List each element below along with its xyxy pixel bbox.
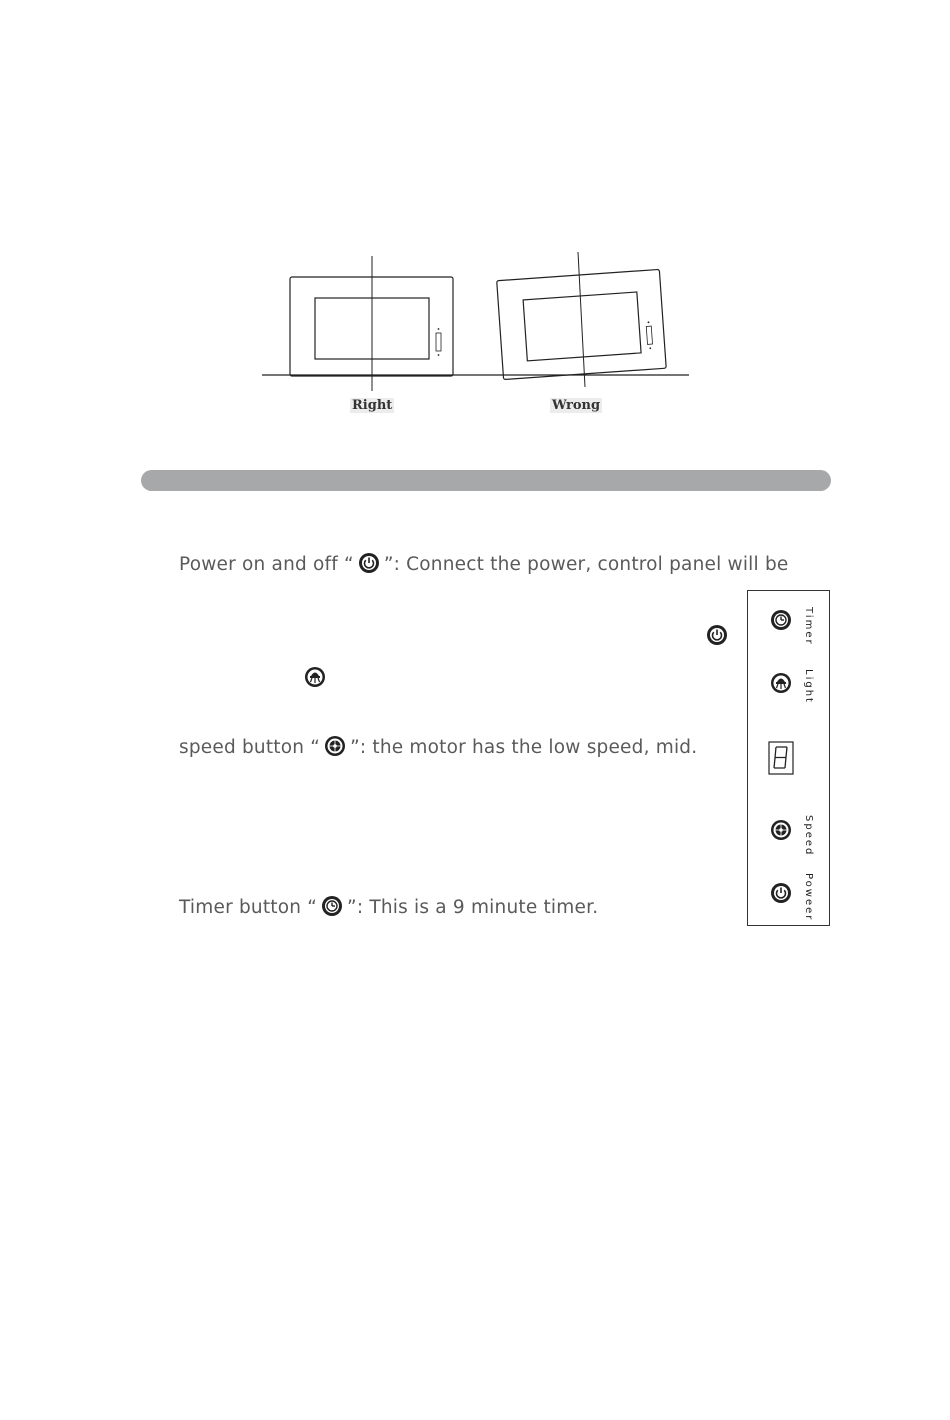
speed-icon <box>324 735 346 757</box>
wrong-label: Wrong <box>552 398 601 413</box>
speed-instruction <box>179 735 697 761</box>
control-panel <box>747 590 830 926</box>
right-label: Right <box>352 398 393 413</box>
section-header-bar <box>141 470 831 491</box>
right-hood-drawing <box>290 256 453 391</box>
power-icon[interactable] <box>770 882 792 904</box>
power-instruction-prefix: Power on and off “ <box>179 554 354 575</box>
timer-instruction-prefix: Timer button “ <box>179 897 318 918</box>
power-icon <box>706 624 728 646</box>
power-instruction-suffix: ”: Connect the power, control panel will be <box>383 554 789 575</box>
timer-instruction-suffix: ”: This is a 9 minute timer. <box>347 897 599 918</box>
speed-icon[interactable] <box>770 819 792 841</box>
timer-label: Timer <box>803 607 814 646</box>
power-instruction <box>179 552 788 578</box>
installation-diagram <box>255 245 695 425</box>
light-icon <box>304 666 326 688</box>
light-label: Light <box>803 669 814 704</box>
timer-icon <box>321 895 343 917</box>
light-icon[interactable] <box>770 672 792 694</box>
speed-label: Speed <box>803 815 814 857</box>
installation-figure <box>255 245 695 425</box>
power-label: Poweer <box>803 873 814 922</box>
power-icon <box>358 552 380 574</box>
speed-instruction-suffix: ”: the motor has the low speed, mid. <box>350 737 698 758</box>
timer-icon[interactable] <box>770 609 792 631</box>
speed-instruction-prefix: speed button “ <box>179 737 321 758</box>
seven-segment-display <box>768 741 794 775</box>
timer-instruction <box>179 895 598 921</box>
